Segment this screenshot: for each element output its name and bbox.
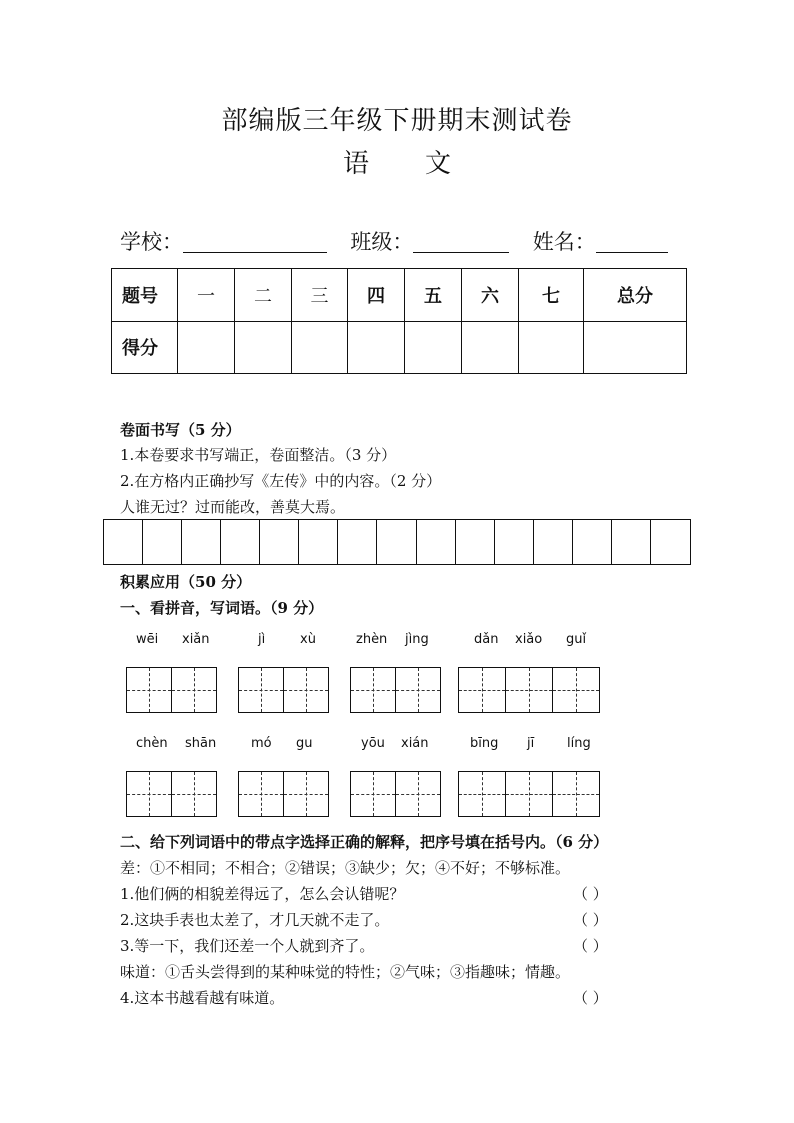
student-info-line [120,226,668,256]
total-score-cell[interactable] [584,321,687,374]
pinyin: xù [300,632,316,647]
total-header: 总分 [584,269,687,322]
question-7-header: 七 [519,269,584,322]
grid-cell[interactable] [299,520,338,564]
sentence-4: 4.这本书越看越有味道。 [120,989,285,1007]
question-4-header: 四 [348,269,405,322]
tianzige-cell[interactable] [396,668,440,712]
tianzige-cell[interactable] [284,668,328,712]
grid-cell[interactable] [143,520,182,564]
tianzige-cell[interactable] [172,668,216,712]
grid-cell[interactable] [495,520,534,564]
name-label: 姓名： [532,230,596,254]
grid-cell[interactable] [534,520,573,564]
pinyin: yōu [361,736,385,751]
pinyin: xiǎn [182,632,210,647]
grid-cell[interactable] [104,520,143,564]
tianzige-box [126,667,217,713]
tianzige-cell[interactable] [506,772,553,816]
question-2-header: 二 [235,269,292,322]
tianzige-cell[interactable] [284,772,328,816]
tianzige-cell[interactable] [553,668,599,712]
writing-quote: 人谁无过？过而能改，善莫大焉。 [120,498,346,516]
score-cell[interactable] [519,321,584,374]
question-number-label: 题号 [112,269,178,322]
pinyin: jì [258,632,266,647]
pinyin: zhèn [356,632,388,647]
grid-cell[interactable] [221,520,260,564]
question-5-header: 五 [405,269,462,322]
grid-cell[interactable] [377,520,416,564]
cha-definitions: 差：①不相同；不相合；②错误；③缺少；欠；④不好；不够标准。 [120,859,571,877]
tianzige-box [350,667,441,713]
answer-paren-3[interactable]: （ ） [573,937,608,955]
grid-cell[interactable] [260,520,299,564]
tianzige-cell[interactable] [396,772,440,816]
pinyin: gu [296,736,313,751]
school-label: 学校： [120,230,183,254]
exam-title: 部编版三年级下册期末测试卷 [221,106,573,136]
weidao-definitions: 味道：①舌头尝得到的某种味觉的特性；②气味；③指趣味；情趣。 [120,963,571,981]
pinyin: wēi [136,632,159,647]
school-blank[interactable] [183,232,327,253]
sentence-1: 1.他们俩的相貌差得远了，怎么会认错呢？ [120,885,405,903]
grid-cell[interactable] [573,520,612,564]
name-blank[interactable] [596,232,668,253]
tianzige-cell[interactable] [459,772,506,816]
writing-item-2: 2.在方格内正确抄写《左传》中的内容。（2 分） [120,472,442,490]
tianzige-cell[interactable] [127,668,172,712]
tianzige-cell[interactable] [553,772,599,816]
question-3-header: 三 [292,269,348,322]
tianzige-cell[interactable] [459,668,506,712]
answer-paren-2[interactable]: （ ） [573,911,608,929]
tianzige-cell[interactable] [351,668,396,712]
tianzige-cell[interactable] [127,772,172,816]
question-2-title: 二、给下列词语中的带点字选择正确的解释，把序号填在括号内。（6 分） [120,833,609,851]
subject-char-2: 文 [425,149,452,179]
grid-cell[interactable] [182,520,221,564]
tianzige-cell[interactable] [172,772,216,816]
pinyin: jī [527,736,535,751]
grid-cell[interactable] [651,520,690,564]
tianzige-box [238,771,329,817]
subject-title [0,143,794,180]
tianzige-box [238,667,329,713]
answer-paren-1[interactable]: （ ） [573,885,608,903]
tianzige-box [350,771,441,817]
score-cell[interactable] [405,321,462,374]
tianzige-cell[interactable] [239,668,284,712]
answer-paren-4[interactable]: （ ） [573,989,608,1007]
pinyin: bīng [470,736,499,751]
writing-item-1: 1.本卷要求书写端正，卷面整洁。（3 分） [120,446,397,464]
question-1-title: 一、看拼音，写词语。（9 分） [120,599,324,617]
subject-char-1: 语 [342,149,369,179]
tianzige-cell[interactable] [239,772,284,816]
pinyin: líng [567,736,591,751]
tianzige-box [458,771,600,817]
class-blank[interactable] [413,232,509,253]
score-cell[interactable] [292,321,348,374]
score-table-header-row [112,269,687,322]
grid-cell[interactable] [456,520,495,564]
grid-cell[interactable] [338,520,377,564]
score-table [111,268,687,374]
score-table-score-row [112,321,687,374]
sentence-2: 2.这块手表也太差了，才几天就不走了。 [120,911,390,929]
tianzige-box [458,667,600,713]
tianzige-cell[interactable] [506,668,553,712]
pinyin: mó [251,736,272,751]
question-1-header: 一 [178,269,235,322]
pinyin: xiǎo [515,632,543,647]
tianzige-box [126,771,217,817]
score-cell[interactable] [235,321,292,374]
pinyin: shān [185,736,217,751]
grid-cell[interactable] [417,520,456,564]
accumulation-heading: 积累应用（50 分） [120,573,252,591]
copy-writing-grid [103,519,691,565]
sentence-3: 3.等一下，我们还差一个人就到齐了。 [120,937,375,955]
writing-heading: 卷面书写（5 分） [120,421,241,439]
class-label: 班级： [350,230,414,254]
pinyin: guǐ [566,632,587,647]
pinyin: chèn [136,736,168,751]
score-cell[interactable] [462,321,519,374]
score-cell[interactable] [178,321,235,374]
question-6-header: 六 [462,269,519,322]
score-label: 得分 [112,321,178,374]
score-cell[interactable] [348,321,405,374]
pinyin: dǎn [474,632,499,647]
grid-cell[interactable] [612,520,651,564]
pinyin: xián [401,736,429,751]
tianzige-cell[interactable] [351,772,396,816]
pinyin: jìng [405,632,429,647]
